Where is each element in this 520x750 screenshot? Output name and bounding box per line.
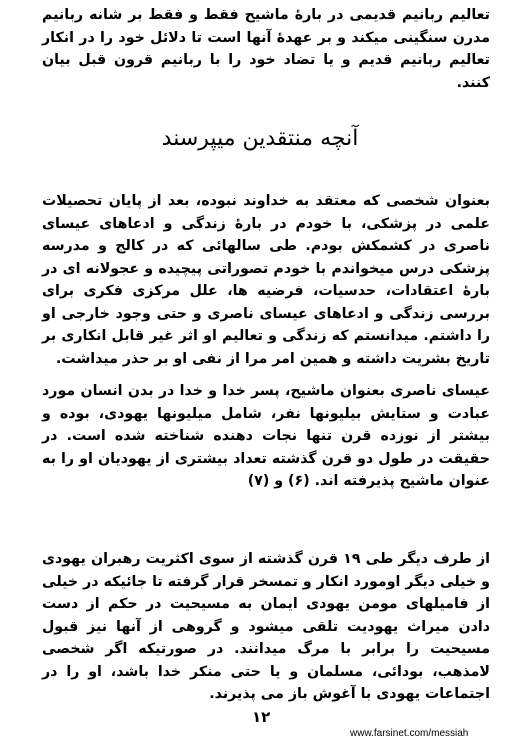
paragraph-text: از طرف دیگر طی ۱۹ قرن گذشته از سوی اکثریت رهبران یهودی و خیلی دیگر اومورد انکار و تمسخر قرار گرفته تا جائیکه در خیلی از فامیلهای مومن یهودی ایمان به مسیحیت در حکم از دست دادن میراث یهودیت تلقی میشود و گروهی از آنها نیز قبول مسیحیت را برابر با مرگ میدانند. در صورتیکه اگر شخصی لامذهب، بودائی، مسلمان و یا حتی منکر خدا باشد، او را در اجتماعات یهودی با آغوش باز می پذیرند. [42, 551, 490, 702]
section-heading: آنچه منتقدین میپرسند [161, 126, 359, 151]
page-number: ۱۲ [252, 708, 271, 726]
body-paragraph-1 [42, 190, 490, 370]
body-paragraph-3 [42, 548, 490, 706]
intro-paragraph [42, 4, 490, 94]
intro-text: تعالیم ربانیم قدیمی در بارهٔ ماشیح فقط و فقط بر شانه ربانیم مدرن سنگینی میکند و بر عهدهٔ آنها است تا دلائل خود را در انکار تعالیم ربانیم قدیم و یا تضاد خود را با ربانیم قرون قبل بیان کنند. [42, 7, 490, 91]
paragraph-text: عیسای ناصری بعنوان ماشیح، پسر خدا و خدا در بدن انسان مورد عبادت و ستایش بیلیونها نفر، شامل میلیونها یهودی، بوده و بیشتر از نوزده قرن تنها نجات دهنده شناخته شده است. در حقیقت در طول دو قرن گذشته تعداد بیشتری از یهودیان او را به عنوان ماشیح پذیرفته اند. (۶) و (۷) [42, 383, 490, 489]
paragraph-text: بعنوان شخصی که معتقد به خداوند نبوده، بعد از پایان تحصیلات علمی در پزشکی، با خودم در بارهٔ زندگی و ادعاهای عیسای ناصری در کشمکش بودم. طی سالهائی که در کالج و مدرسه پزشکی درس میخواندم با خودم تصوراتی پیچیده و عجولانه ای در بارهٔ اعتقادات، حدسیات، فرضیه ها، علل مرکزی فکری برای بررسی زندگی و ادعاهای عیسای ناصری و حتی وجود خارجی او را داشتم. میدانستم که زندگی و تعالیم او اثر غیر قابل انکاری بر تاریخ بشریت داشته و همین امر مرا از نفی او بر حذر میداشت. [42, 193, 490, 367]
footer-url: www.farsinet.com/messiah [350, 728, 469, 739]
body-paragraph-2 [42, 380, 490, 493]
